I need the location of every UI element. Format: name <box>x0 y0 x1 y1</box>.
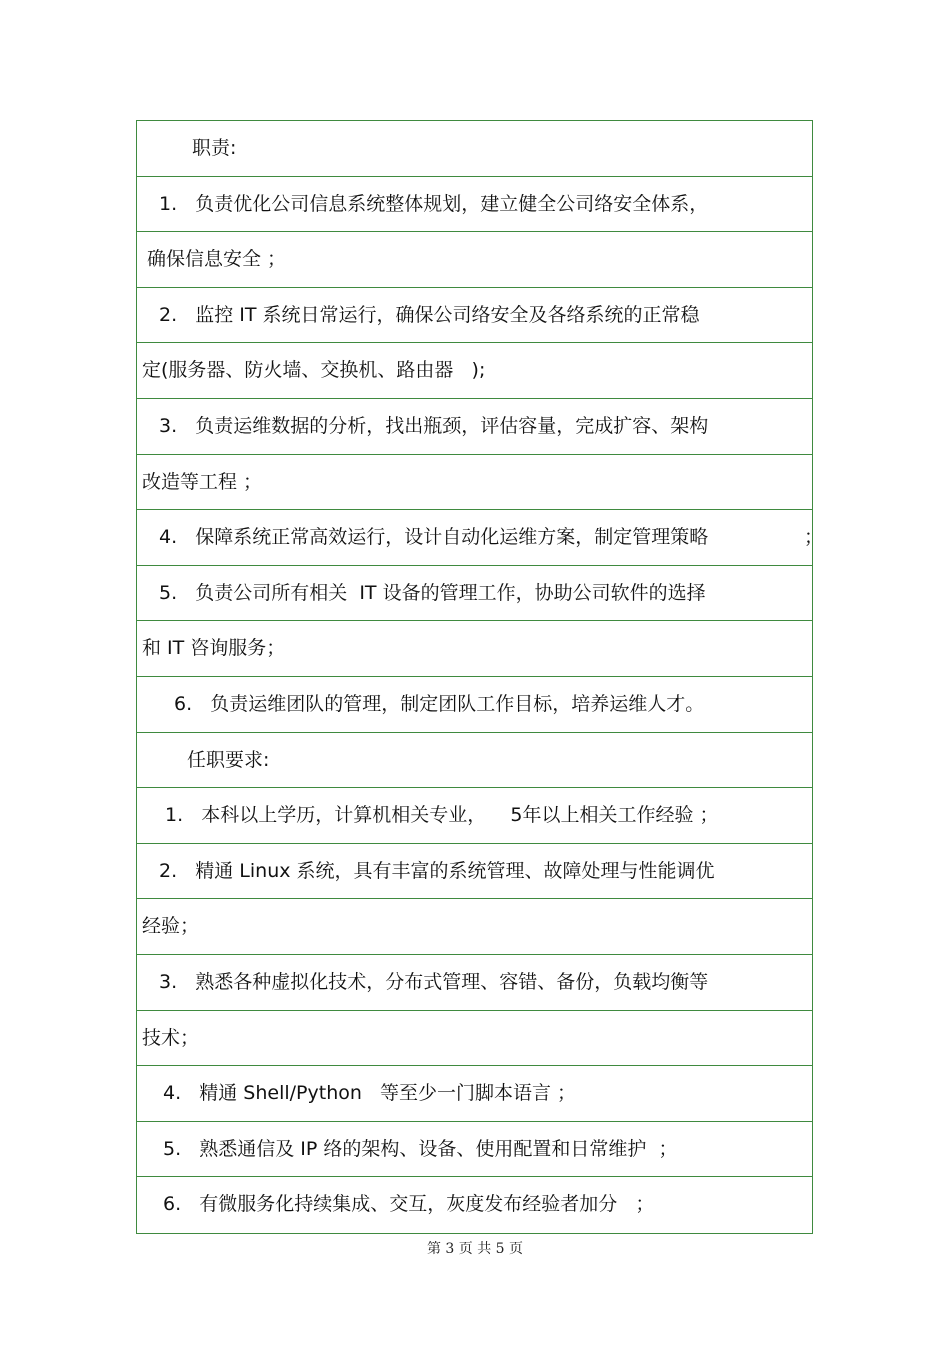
table-row <box>137 621 812 677</box>
table-row <box>137 1177 812 1233</box>
table-row <box>137 566 812 622</box>
row-text: 3. 熟悉各种虚拟化技术，分布式管理、容错、备份，负载均衡等 <box>159 970 709 993</box>
table-row <box>137 677 812 733</box>
row-text: 1. 本科以上学历，计算机相关专业， 5年以上相关工作经验 ； <box>165 804 719 827</box>
row-text: 6. 有微服务化持续集成、交互，灰度发布经验者加分 ； <box>163 1193 655 1216</box>
table-row <box>137 955 812 1011</box>
table-row <box>137 899 812 955</box>
row-text: 职责: <box>192 137 237 159</box>
row-text: 5. 负责公司所有相关 IT 设备的管理工作，协助公司软件的选择 <box>159 581 706 604</box>
row-trailing-semicolon: ； <box>804 526 824 549</box>
table-row <box>137 844 812 900</box>
row-text: 4. 精通 Shell/Python 等至少一门脚本语言 ； <box>163 1082 577 1105</box>
table-row <box>137 788 812 844</box>
table-row <box>137 343 812 399</box>
table-row <box>137 1122 812 1178</box>
row-text: 改造等工程 ； <box>142 470 263 493</box>
table-row <box>137 177 812 233</box>
table-row <box>137 121 812 177</box>
row-text: 和 IT 咨询服务； <box>142 637 286 660</box>
row-text: 3. 负责运维数据的分析，找出瓶颈，评估容量，完成扩容、架构 <box>159 414 709 437</box>
row-text: 2. 精通 Linux 系统，具有丰富的系统管理、故障处理与性能调优 <box>159 859 715 882</box>
table-row <box>137 399 812 455</box>
row-text: 任职要求: <box>187 748 270 771</box>
table-row <box>137 733 812 789</box>
row-text: 经验； <box>142 915 200 938</box>
table-row <box>137 510 824 566</box>
row-text: 确保信息安全 ； <box>147 248 287 271</box>
row-text: 6. 负责运维团队的管理，制定团队工作目标，培养运维人才。 <box>174 692 705 715</box>
table-row <box>137 288 812 344</box>
row-text: 5. 熟悉通信及 IP 络的架构、设备、使用配置和日常维护 ； <box>163 1137 678 1160</box>
row-text: 4. 保障系统正常高效运行，设计自动化运维方案，制定管理策略 <box>159 526 709 549</box>
table-row <box>137 232 812 288</box>
row-text: 1. 负责优化公司信息系统整体规划，建立健全公司络安全体系， <box>159 192 709 215</box>
row-text: 技术； <box>142 1026 200 1049</box>
requirements-table <box>136 120 824 1234</box>
table-row <box>137 1066 812 1122</box>
table-row <box>137 1011 812 1067</box>
table-row <box>137 455 812 511</box>
row-text: 2. 监控 IT 系统日常运行，确保公司络安全及各络系统的正常稳 <box>159 303 700 326</box>
page-footer: 第 3 页 共 5 页 <box>426 1241 524 1257</box>
row-text: 定(服务器、防火墙、交换机、路由器 ); <box>142 359 486 382</box>
